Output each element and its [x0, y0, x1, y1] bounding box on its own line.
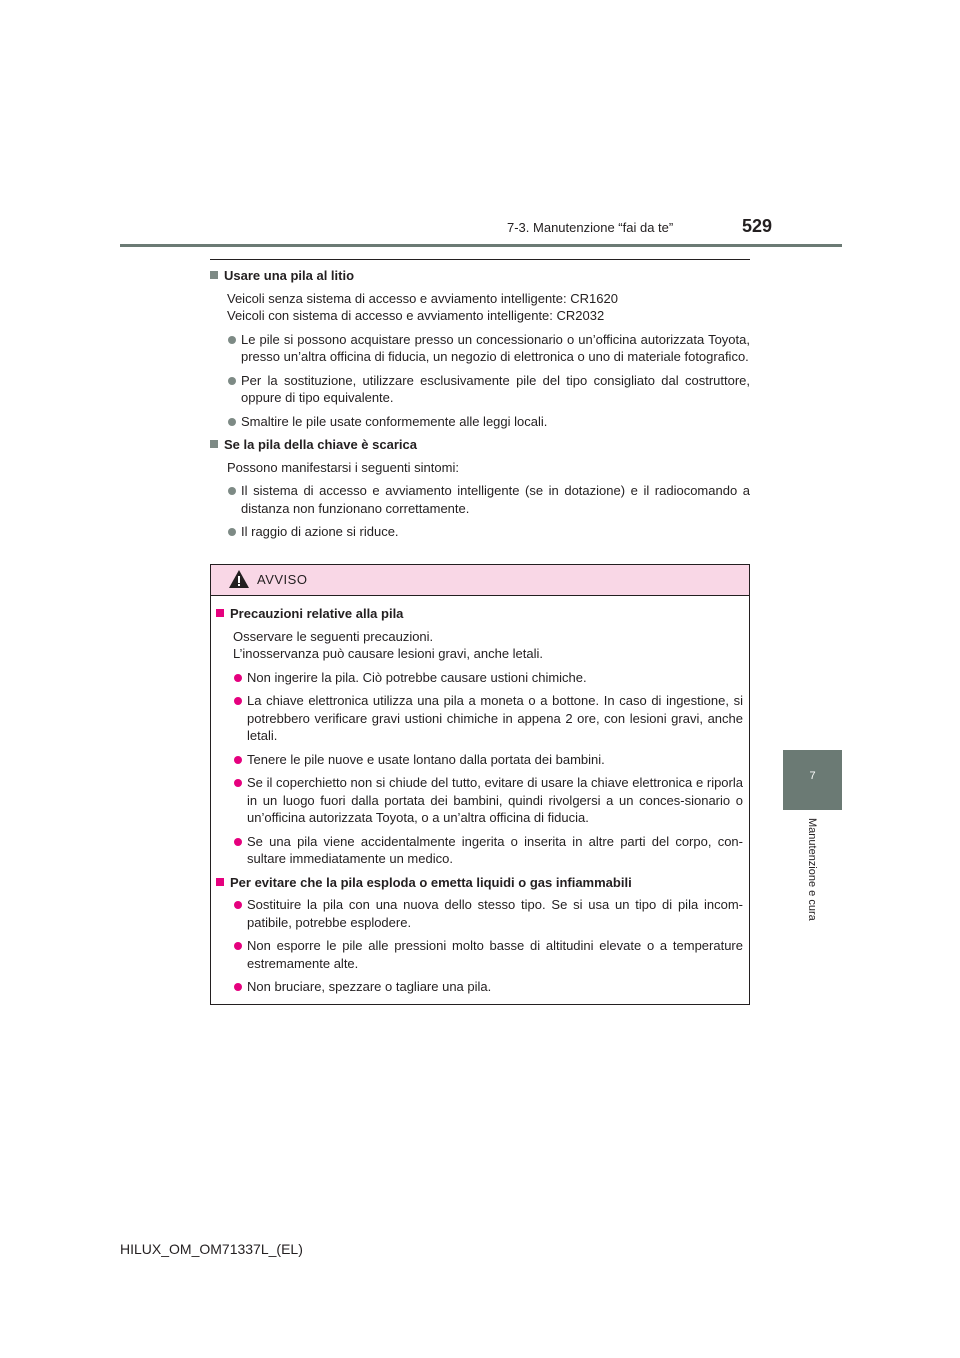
bullet-item: Se il coperchietto non si chiude del tutto, evitare di usare la chiave elettronica e riporla in un luogo fuori dalla portata dei bambini, quindi rivolgersi a un conces-sionario o un’officina autorizzata Toyota, o a un’altra officina di fiducia. — [216, 774, 743, 827]
chapter-number: 7 — [809, 770, 816, 782]
warning-box — [210, 564, 750, 1005]
page-number: 529 — [742, 216, 773, 236]
warning-triangle-icon — [228, 569, 250, 589]
document-code: HILUX_OM_OM71337L_(EL) — [120, 1241, 303, 1257]
bullet-dot-icon — [234, 779, 242, 787]
warning-heading: Precauzioni relative alla pila — [216, 605, 743, 623]
bullet-dot-icon — [228, 418, 236, 426]
paragraph: L’inosservanza può causare lesioni gravi, anche letali. — [233, 646, 544, 661]
section-title: 7-3. Manutenzione “fai da te” — [507, 220, 674, 235]
warning-title: AVVISO — [257, 572, 308, 587]
chapter-label: Manutenzione e cura — [806, 818, 818, 921]
paragraph: Osservare le seguenti precauzioni. — [233, 628, 434, 644]
paragraph: Veicoli con sistema di accesso e avviamento intelligente: CR2032 — [227, 308, 605, 323]
bullet-dot-icon — [234, 838, 242, 846]
section-heading: Se la pila della chiave è scarica — [210, 436, 750, 454]
bullet-item: La chiave elettronica utilizza una pila a moneta o a bottone. In caso di ingestione, si potrebbero verificare gravi ustioni chimiche in appena 2 ore, con lesioni gravi, anche letali. — [216, 692, 743, 745]
square-bullet-icon — [210, 271, 218, 279]
bullet-dot-icon — [228, 487, 236, 495]
bullet-dot-icon — [234, 697, 242, 705]
bullet-dot-icon — [234, 983, 242, 991]
bullet-item: Non ingerire la pila. Ciò potrebbe causare ustioni chimiche. — [216, 669, 743, 687]
warning-header — [211, 565, 749, 596]
bullet-dot-icon — [228, 336, 236, 344]
paragraph: Possono manifestarsi i seguenti sintomi: — [227, 459, 459, 475]
bullet-item: Tenere le pile nuove e usate lontano dalla portata dei bambini. — [216, 751, 743, 769]
bullet-item: Se una pila viene accidentalmente ingerita o inserita in altre parti del corpo, con-sultare immediatamente un medico. — [216, 833, 743, 868]
square-bullet-icon — [216, 878, 224, 886]
section-heading: Usare una pila al litio — [210, 267, 750, 285]
warning-body — [216, 605, 743, 1002]
bullet-item: Sostituire la pila con una nuova dello stesso tipo. Se si usa un tipo di pila incom-patibile, potrebbe esplodere. — [216, 896, 743, 931]
bullet-item: Smaltire le pile usate conformemente alle leggi locali. — [210, 413, 750, 431]
bullet-item: Non bruciare, spezzare o tagliare una pila. — [216, 978, 743, 996]
bullet-dot-icon — [228, 528, 236, 536]
bullet-item: Le pile si possono acquistare presso un concessionario o un’officina autorizzata Toyota, presso un’altra officina di fiducia, un negozio di elettronica o uno di materiale fotografico. — [210, 331, 750, 366]
bullet-dot-icon — [234, 942, 242, 950]
bullet-dot-icon — [234, 901, 242, 909]
bullet-dot-icon — [234, 674, 242, 682]
header-rule — [120, 244, 842, 247]
chapter-tab — [783, 750, 842, 810]
main-content — [210, 267, 750, 547]
bullet-item: Per la sostituzione, utilizzare esclusivamente pile del tipo consigliato dal costruttore, oppure di tipo equivalente. — [210, 372, 750, 407]
bullet-item: Il sistema di accesso e avviamento intelligente (se in dotazione) e il radiocomando a distanza non funzionano correttamente. — [210, 482, 750, 517]
content-rule — [210, 259, 750, 260]
square-bullet-icon — [210, 440, 218, 448]
paragraph: Veicoli senza sistema di accesso e avviamento intelligente: CR1620 — [227, 290, 618, 306]
bullet-item: Il raggio di azione si riduce. — [210, 523, 750, 541]
square-bullet-icon — [216, 609, 224, 617]
bullet-dot-icon — [228, 377, 236, 385]
bullet-item: Non esporre le pile alle pressioni molto basse di altitudini elevate o a temperature estremamente alte. — [216, 937, 743, 972]
bullet-dot-icon — [234, 756, 242, 764]
warning-heading: Per evitare che la pila esploda o emetta liquidi o gas infiammabili — [216, 874, 743, 892]
